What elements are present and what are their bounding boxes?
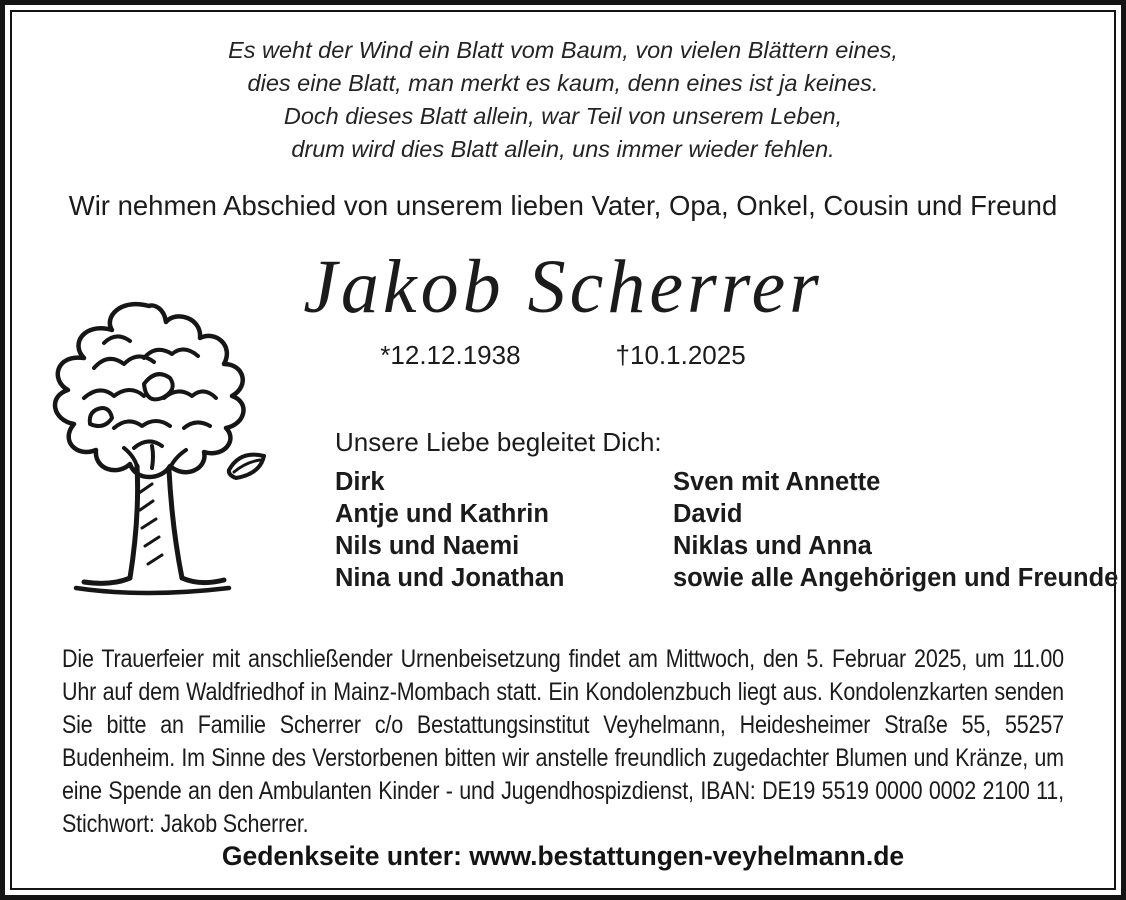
memorial-website-line: Gedenkseite unter: www.bestattungen-veyhelmann.de (221, 841, 905, 871)
death-date: †10.1.2025 (615, 340, 746, 370)
mourners-list (335, 466, 1118, 594)
mourner-name: Nils und Naemi (335, 532, 520, 560)
poem-line: Es weht der Wind ein Blatt vom Baum, von vielen Blättern eines, (228, 37, 898, 63)
mourner-name: Niklas und Anna (673, 532, 872, 560)
poem-line: dies eine Blatt, man merkt es kaum, denn eines ist ja keines. (247, 70, 879, 96)
mourner-name: David (673, 500, 743, 528)
poem-line: Doch dieses Blatt allein, war Teil von unserem Leben, (283, 103, 843, 129)
mourner-name: sowie alle Angehörigen und Freunde (673, 564, 1119, 592)
birth-date: *12.12.1938 (380, 340, 521, 370)
mourners-section (335, 426, 1118, 594)
memorial-poem (0, 34, 1126, 166)
farewell-intro: Wir nehmen Abschied von unserem lieben Vater, Opa, Onkel, Cousin und Freund (68, 190, 1058, 221)
mourner-name: Sven mit Annette (673, 468, 881, 496)
falling-leaf-icon (229, 455, 264, 478)
poem-line: drum wird dies Blatt allein, uns immer wieder fehlen. (291, 136, 835, 162)
mourners-heading: Unsere Liebe begleitet Dich: (335, 427, 662, 457)
tree-trunk-icon (76, 446, 229, 593)
tree-foliage-icon (55, 304, 243, 477)
deceased-name: Jakob Scherrer (303, 245, 823, 329)
mourner-name: Nina und Jonathan (335, 564, 565, 592)
mourner-name: Antje und Kathrin (335, 500, 549, 528)
mourner-name: Dirk (335, 468, 385, 496)
funeral-details: Die Trauerfeier mit anschließender Urnenbeisetzung findet am Mittwoch, den 5. Februar 2025, um 11.00 Uhr auf dem Waldfriedhof in Mainz-Mombach statt. Ein Kondolenzbuch liegt aus. Kondolenzkarten senden Sie bitte an Familie Scherrer c/o Bestattungsinstitut Veyhelmann, Heidesheimer Straße 55, 55257 Budenheim. Im Sinne des Verstorbenen bitten wir anstelle freundlich zugedachter Blumen und Kränze, um eine Spende an den Ambulanten Kinder - und Jugendhospizdienst, IBAN: DE19 5519 0000 0002 2100 11, Stichwort: Jakob Scherrer. (62, 645, 1064, 838)
tree-illustration (24, 288, 276, 608)
